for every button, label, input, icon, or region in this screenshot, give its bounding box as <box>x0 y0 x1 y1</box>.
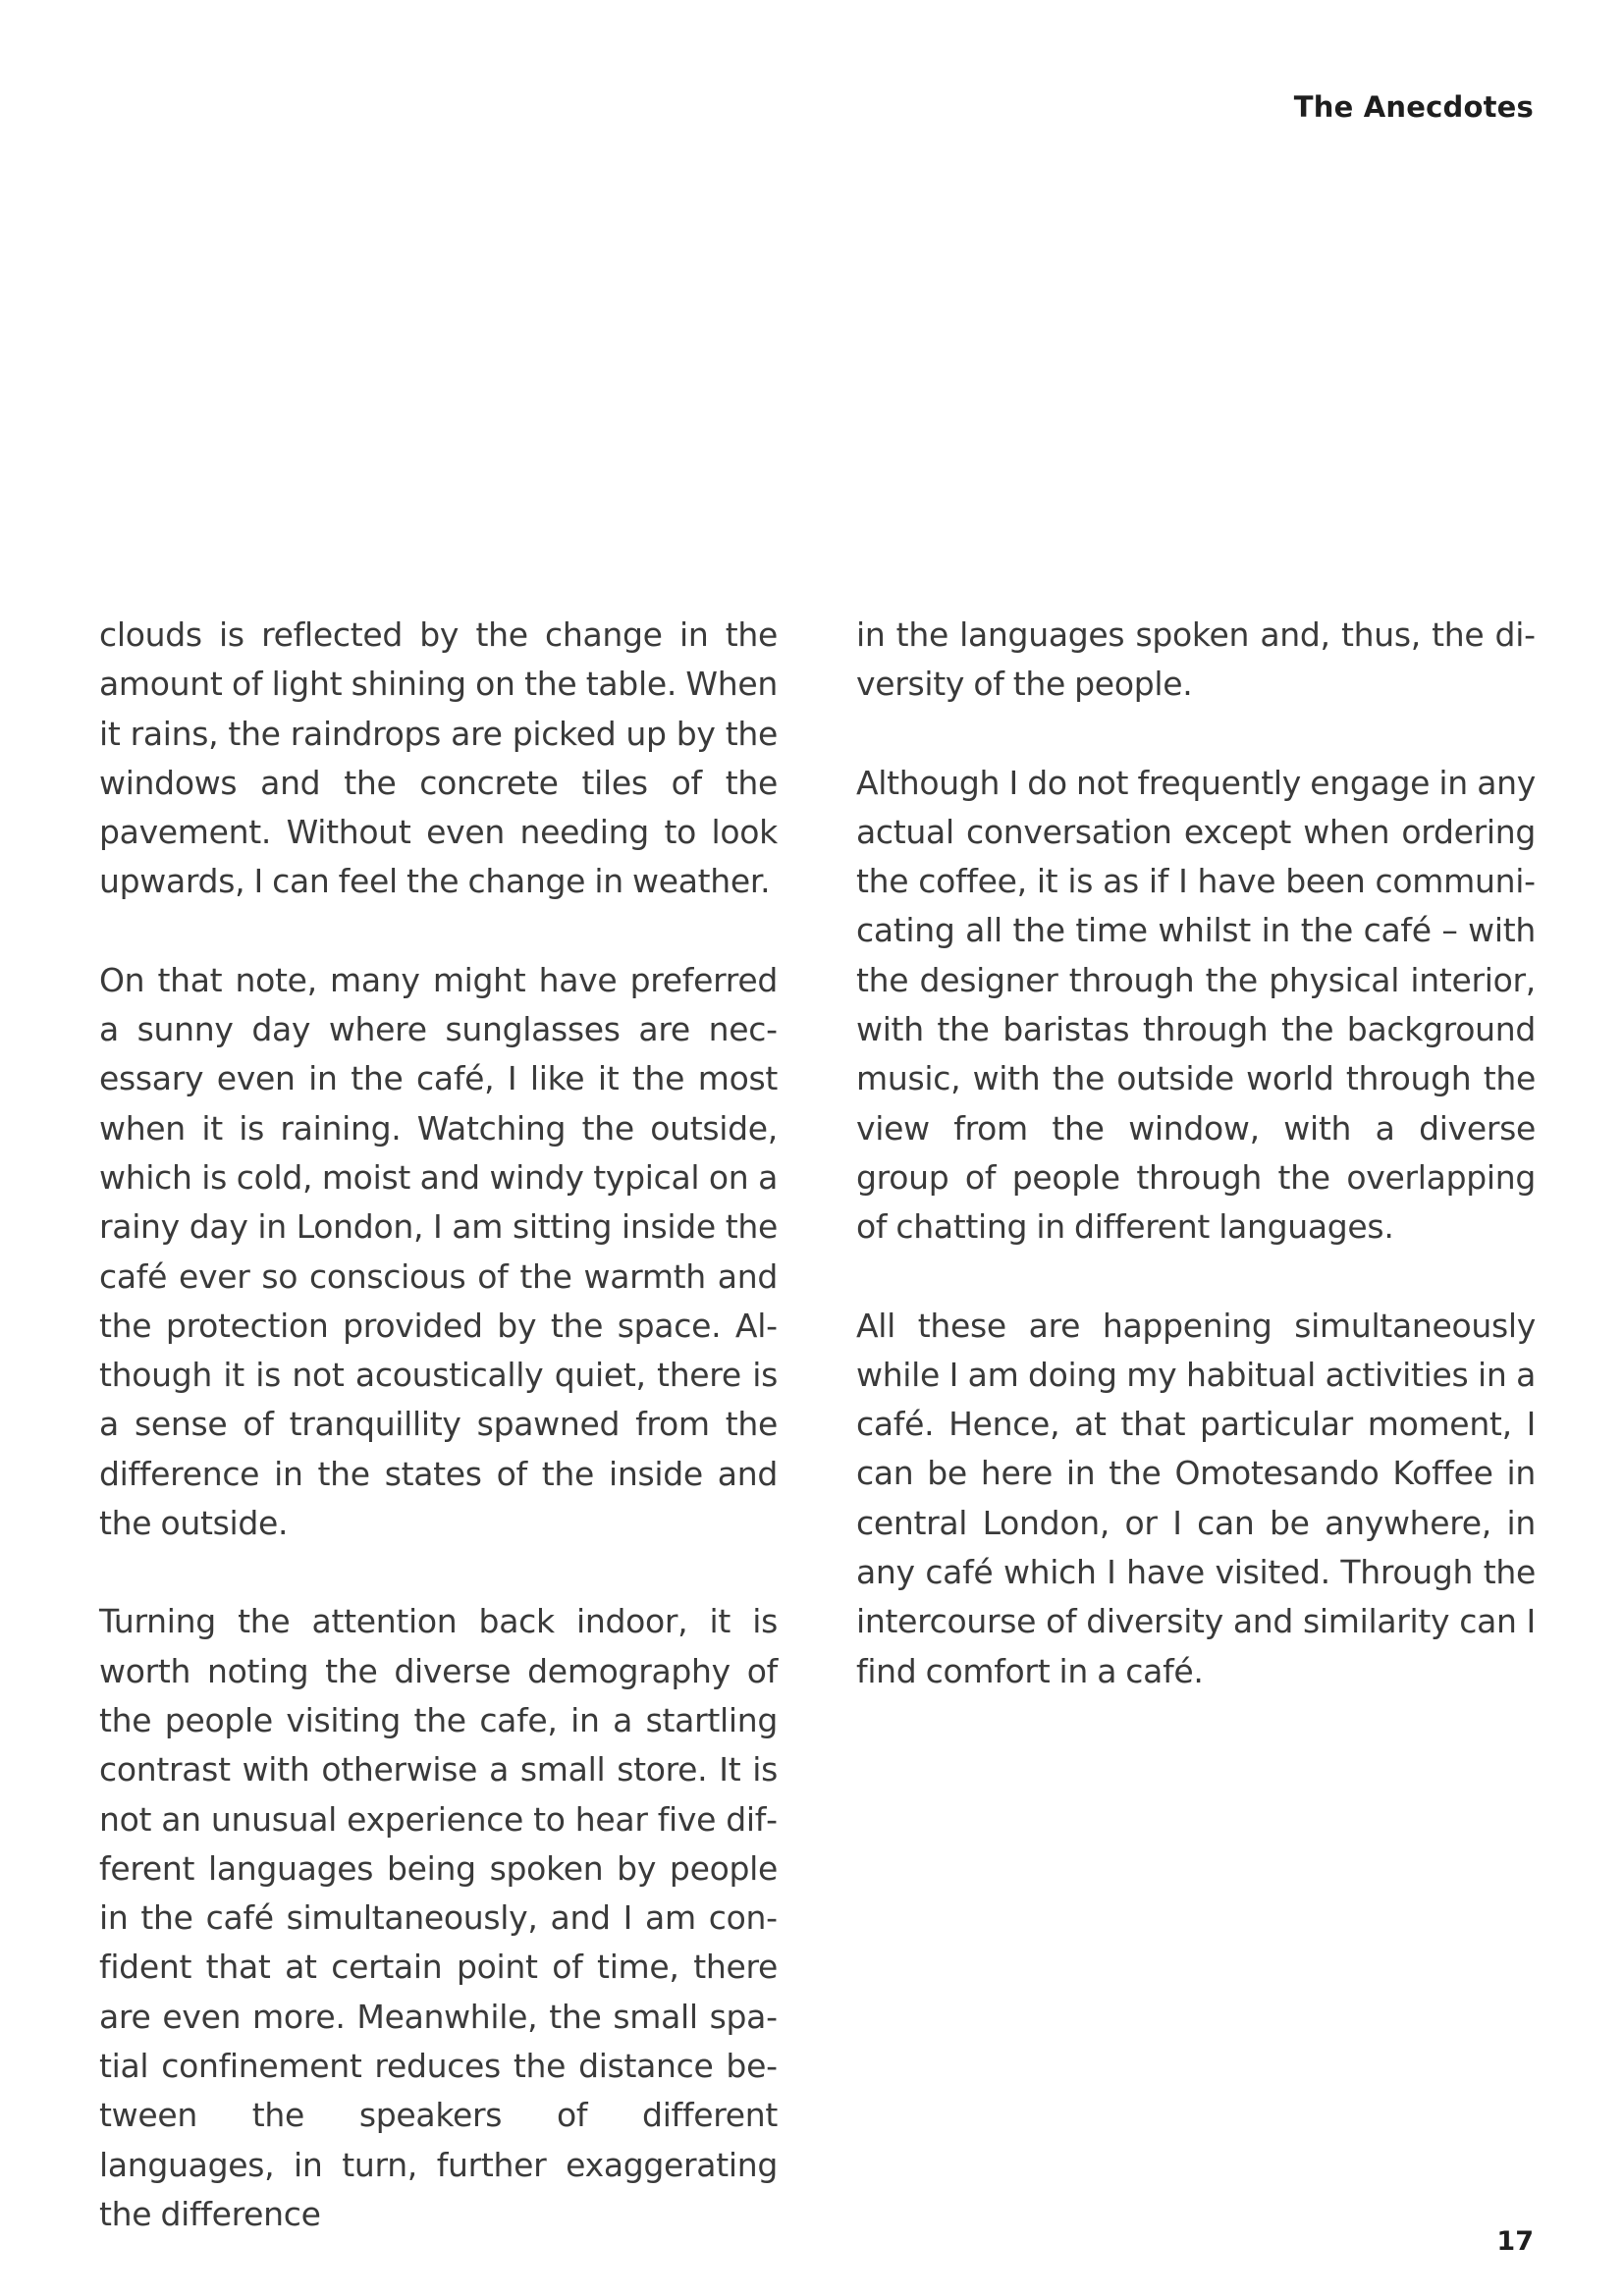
body-paragraph: Turning the attention back indoor, it is worth noting the diverse demography of the people visiting the cafe, in a startling contrast with otherwise a small store. It is not an unusual experience to hear five different languages being spoken by people in the café simultaneously, and I am confident that at certain point of time, there are even more. Meanwhile, the small spatial confinement reduces the distance between the speakers of different languages, in turn, further exaggerating the difference <box>99 1602 778 2233</box>
body-paragraph: clouds is reflected by the change in the amount of light shining on the table. When it rains, the raindrops are picked up by the windows and the concrete tiles of the pavement. Without even needing to look upwards, I can feel the change in weather. <box>99 615 778 901</box>
body-paragraph: in the languages spoken and, thus, the diversity of the people. <box>856 615 1536 704</box>
left-text-column <box>99 611 778 2288</box>
body-paragraph: Although I do not frequently engage in any actual conversation except when ordering the coffee, it is as if I have been communicating all the time whilst in the café – with the designer through the physical interior, with the baristas through the background music, with the outside world through the view from the window, with a diverse group of people through the overlapping of chatting in different languages. <box>856 763 1536 1247</box>
running-header: The Anecdotes <box>1293 90 1534 124</box>
page-number: 17 <box>1496 2226 1534 2257</box>
body-paragraph: All these are happening simultaneously while I am doing my habitual activities in a café. Hence, at that particular moment, I can be here in the Omotesando Koffee in central London, or I can be anywhere, in any café which I have visited. Through the intercourse of diversity and similarity can I find comfort in a café. <box>856 1306 1536 1690</box>
right-text-column <box>856 611 1536 1745</box>
body-paragraph: On that note, many might have preferred a sunny day where sunglasses are necessary even in the café, I like it the most when it is raining. Watching the outside, which is cold, moist and windy typical on a rainy day in London, I am sitting inside the café ever so conscious of the warmth and the protection provided by the space. Although it is not acoustically quiet, there is a sense of tranquillity spawned from the difference in the states of the inside and the outside. <box>99 960 778 1543</box>
